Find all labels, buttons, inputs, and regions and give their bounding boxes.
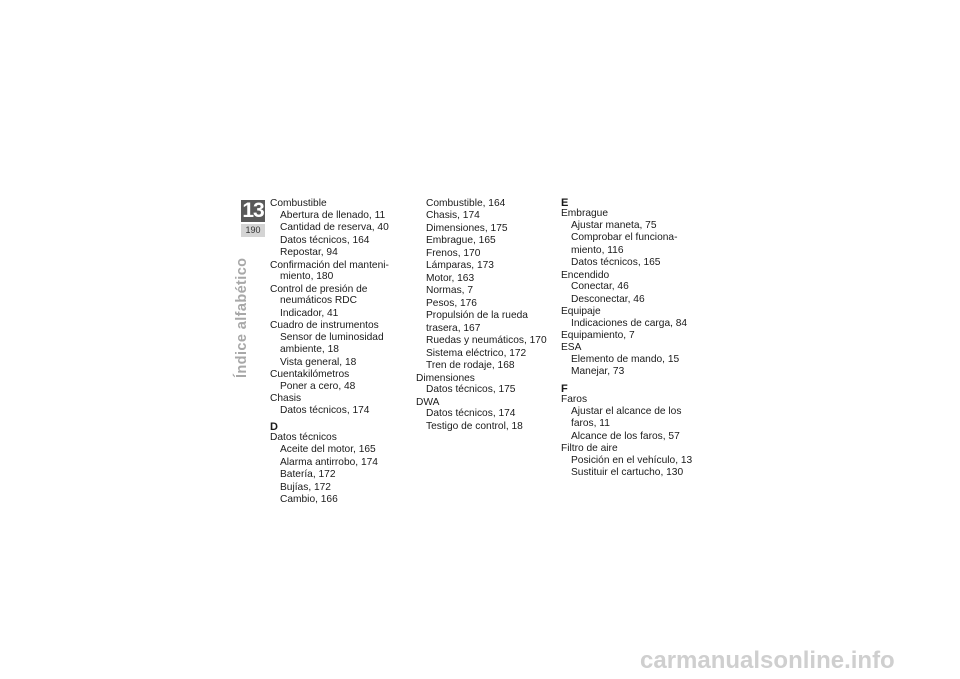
index-entry xyxy=(270,369,410,392)
index-column-1 xyxy=(270,198,410,507)
index-subentry: Conectar, 46 xyxy=(571,281,629,293)
index-subentry: Ruedas y neumáticos, 170 xyxy=(426,335,547,347)
index-entry xyxy=(270,198,410,259)
index-term: Control de presión de xyxy=(270,283,368,295)
index-entry xyxy=(561,443,701,479)
index-term: Confirmación del manteni- xyxy=(270,259,389,271)
index-term: DWA xyxy=(416,396,440,408)
index-letter-heading: E xyxy=(561,197,569,209)
index-subentry: Ajustar maneta, 75 xyxy=(571,219,657,231)
index-entry xyxy=(561,208,701,269)
page-number: 190 xyxy=(241,224,265,237)
index-term: Encendido xyxy=(561,269,610,281)
index-subentry: Testigo de control, 18 xyxy=(426,420,523,432)
index-term: Filtro de aire xyxy=(561,442,618,454)
index-subentry: Datos técnicos, 174 xyxy=(280,404,370,416)
index-subentry: Embrague, 165 xyxy=(426,235,496,247)
index-entry xyxy=(270,432,410,505)
index-term: Chasis xyxy=(270,393,302,405)
index-subentry: Posición en el vehículo, 13 xyxy=(571,454,693,466)
index-term: Dimensiones xyxy=(416,372,475,384)
index-letter-heading: D xyxy=(270,421,278,434)
index-term: Combustible xyxy=(270,198,327,209)
index-subentry: Cambio, 166 xyxy=(280,494,338,506)
index-subentry: Frenos, 170 xyxy=(426,247,481,259)
index-entry xyxy=(416,397,556,433)
index-column-3 xyxy=(561,198,701,480)
index-entry xyxy=(561,306,701,329)
index-entry xyxy=(561,394,701,442)
index-entry xyxy=(270,320,410,368)
index-subentry: Elemento de mando, 15 xyxy=(571,353,680,365)
index-subentry: Sensor de luminosidad xyxy=(280,331,384,343)
index-subentry: Propulsión de la rueda xyxy=(426,310,528,322)
index-term: Cuadro de instrumentos xyxy=(270,320,379,332)
index-subentry: miento, 116 xyxy=(571,244,624,256)
index-entry xyxy=(270,393,410,416)
index-term: Equipaje xyxy=(561,306,601,318)
index-entry xyxy=(561,342,701,378)
index-subentry: Vista general, 18 xyxy=(280,356,357,368)
index-subentry: Manejar, 73 xyxy=(571,366,625,378)
index-subentry: Sustituir el cartucho, 130 xyxy=(571,467,684,479)
index-entry xyxy=(416,373,556,396)
index-subentry: faros, 11 xyxy=(571,418,610,430)
index-entry xyxy=(270,284,410,320)
index-term: Embrague xyxy=(561,208,609,219)
index-subentry: Chasis, 174 xyxy=(426,210,480,222)
index-subentry: Normas, 7 xyxy=(426,285,473,297)
index-subentry: Motor, 163 xyxy=(426,272,475,284)
index-term: Datos técnicos xyxy=(270,432,337,444)
index-term: Faros xyxy=(561,393,588,405)
index-subentry: Aceite del motor, 165 xyxy=(280,444,376,456)
index-subentry: Desconectar, 46 xyxy=(571,293,645,305)
index-subentry: Ajustar el alcance de los xyxy=(571,405,682,417)
index-subentry: Lámparas, 173 xyxy=(426,260,494,272)
index-subentry: Datos técnicos, 175 xyxy=(426,384,516,396)
index-column-2 xyxy=(416,198,556,433)
index-subentry: Sistema eléctrico, 172 xyxy=(426,347,527,359)
watermark: carmanualsonline.info xyxy=(640,647,895,674)
index-subentry: Tren de rodaje, 168 xyxy=(426,360,515,372)
index-subentry: Batería, 172 xyxy=(280,469,336,481)
index-subentry: ambiente, 18 xyxy=(280,344,339,356)
index-subentry: Combustible, 164 xyxy=(426,198,506,209)
index-subentry: Indicaciones de carga, 84 xyxy=(571,317,688,329)
index-letter-heading: F xyxy=(561,382,568,395)
index-term: Equipamiento, 7 xyxy=(561,330,635,342)
index-subentry: Cantidad de reserva, 40 xyxy=(280,222,389,234)
index-subentry: Alcance de los faros, 57 xyxy=(571,430,680,442)
index-entry xyxy=(270,260,410,283)
index-subentry: Abertura de llenado, 11 xyxy=(280,209,386,221)
index-subentry: Alarma antirrobo, 174 xyxy=(280,456,378,468)
index-entry xyxy=(561,270,701,306)
index-subentry: miento, 180 xyxy=(280,271,334,283)
index-term: Cuentakilómetros xyxy=(270,369,350,381)
index-subentry: Dimensiones, 175 xyxy=(426,222,508,234)
index-subentry: Comprobar el funciona- xyxy=(571,232,678,244)
index-subentry: Bujías, 172 xyxy=(280,481,331,493)
index-subentry: Pesos, 176 xyxy=(426,297,477,309)
index-subentry: Indicador, 41 xyxy=(280,307,339,319)
index-subentry: neumáticos RDC xyxy=(280,295,357,307)
index-subentry: trasera, 167 xyxy=(426,322,481,334)
index-subentry: Datos técnicos, 165 xyxy=(571,257,661,269)
chapter-number: 13 xyxy=(242,199,264,222)
index-subentry: Repostar, 94 xyxy=(280,247,338,259)
side-title: Índice alfabético xyxy=(234,257,250,378)
index-term: ESA xyxy=(561,342,582,354)
index-subentry: Datos técnicos, 164 xyxy=(280,234,370,246)
index-entry-continued xyxy=(416,198,556,372)
index-subentry: Poner a cero, 48 xyxy=(280,380,356,392)
index-subentry: Datos técnicos, 174 xyxy=(426,408,516,420)
index-entry xyxy=(561,330,701,342)
